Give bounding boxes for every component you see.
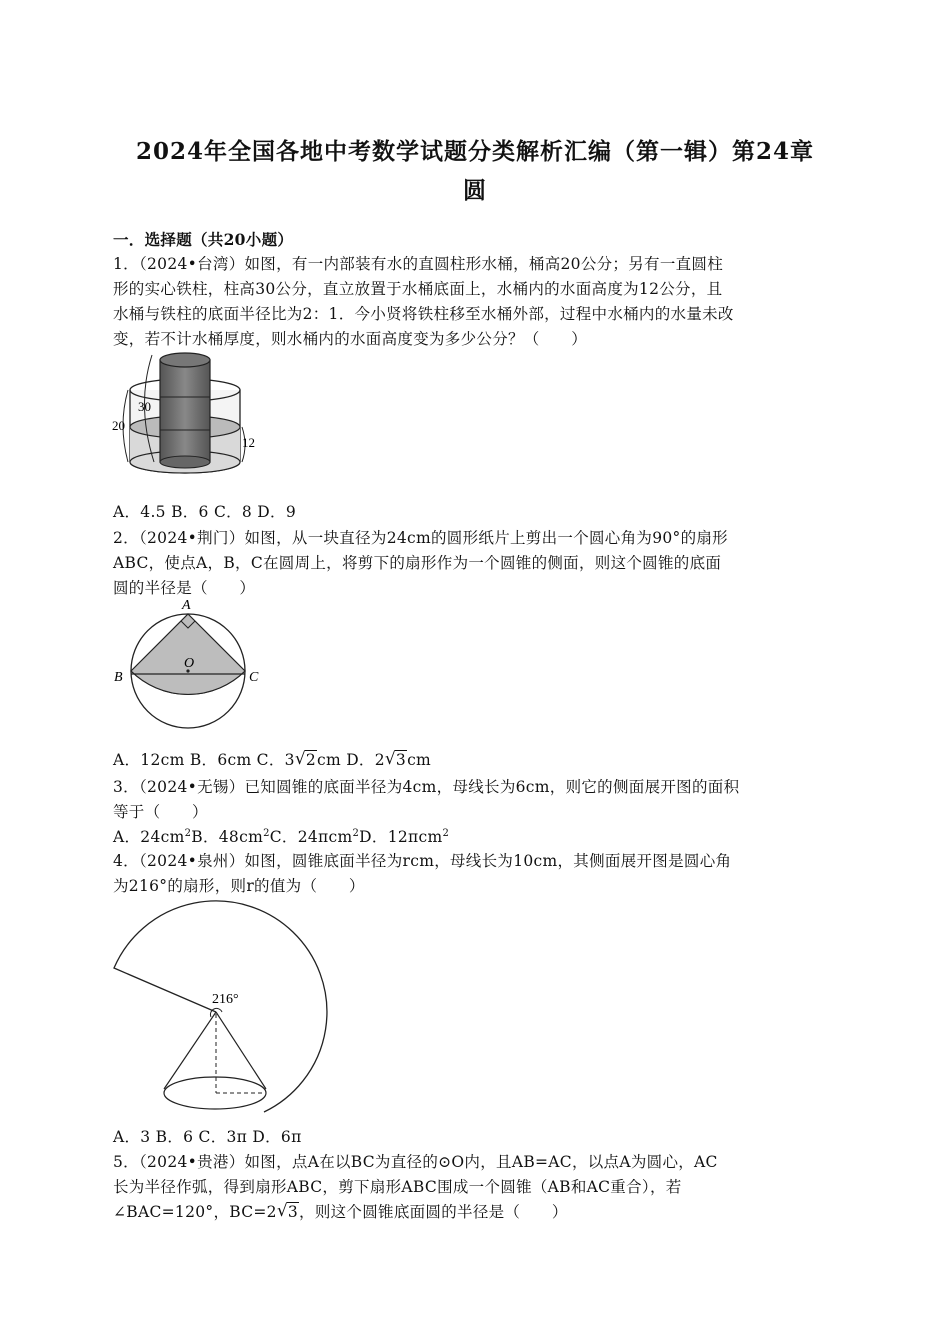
q4-text-line: 为216°的扇形，则r的值为（ ） bbox=[113, 877, 365, 895]
q1-text-line: 形的实心铁柱，柱高30公分，直立放置于水桶底面上，水桶内的水面高度为12公分，且 bbox=[113, 280, 723, 298]
sqrt-3 bbox=[385, 751, 407, 769]
superscript: 2 bbox=[263, 827, 270, 839]
q5-text-part: ，则这个圆锥底面圆的半径是（ ） bbox=[299, 1203, 568, 1221]
q4-text-line: 4．（2024•泉州）如图，圆锥底面半径为rcm，母线长为10cm，其侧面展开图是圆心角 bbox=[113, 852, 732, 870]
superscript: 2 bbox=[442, 827, 450, 839]
section-heading: 一．选择题（共20小题） bbox=[113, 230, 294, 249]
radicand: 2 bbox=[305, 751, 316, 769]
q5-text-line: 长为半径作弧，得到扇形ABC，剪下扇形ABC围成一个圆锥（AB和AC重合），若 bbox=[113, 1178, 682, 1196]
q1-label-30: 30 bbox=[138, 399, 151, 414]
radicand: 3 bbox=[287, 1203, 299, 1221]
q1-text-line: 水桶与铁柱的底面半径比为2：1．今小贤将铁柱移至水桶外部，过程中水桶内的水量未改 bbox=[113, 305, 734, 323]
q4-options: A．3 B．6 C．3π D．6π bbox=[113, 1128, 302, 1146]
q3-text-line: 3．（2024•无锡）已知圆锥的底面半径为4cm，母线长为6cm，则它的侧面展开图的面积 bbox=[113, 778, 740, 796]
sqrt-3 bbox=[277, 1203, 299, 1221]
q3-option-c: C．24πcm bbox=[269, 828, 353, 846]
document-title-line2: 圆 bbox=[463, 177, 487, 204]
q1-cylinder-figure bbox=[110, 345, 260, 485]
document-title: 2024年全国各地中考数学试题分类解析汇编（第一辑）第24章 bbox=[135, 138, 815, 165]
q2-text-line: ABC，使点A，B，C在圆周上，将剪下的扇形作为一个圆锥的侧面，则这个圆锥的底面 bbox=[113, 554, 722, 572]
q4-sector-cone-figure bbox=[108, 890, 328, 1115]
q1-options: A．4.5 B．6 C．8 D．9 bbox=[113, 503, 296, 521]
q3-option-b: B．48cm bbox=[191, 828, 264, 846]
q3-options bbox=[113, 825, 449, 847]
q2-label-c: C bbox=[249, 670, 259, 685]
q5-text-part: ∠BAC=120°，BC=2 bbox=[113, 1203, 277, 1221]
q2-circle-sector-figure bbox=[108, 595, 268, 740]
q1-text-line: 1．（2024•台湾）如图，有一内部装有水的直圆柱形水桶，桶高20公分；另有一直圆柱 bbox=[113, 255, 724, 273]
q2-label-a: A bbox=[182, 598, 191, 613]
q2-text-line: 圆的半径是（ ） bbox=[113, 579, 256, 597]
q2-option-text: A．12cm B．6cm C．3 bbox=[113, 751, 295, 769]
radicand: 3 bbox=[395, 751, 407, 769]
q5-text-line bbox=[113, 1200, 568, 1222]
sqrt-2 bbox=[295, 751, 317, 769]
superscript: 2 bbox=[352, 827, 360, 839]
q2-label-b: B bbox=[114, 670, 123, 685]
q2-option-text: cm D．2 bbox=[316, 751, 385, 769]
q4-angle-label: 216° bbox=[212, 992, 239, 1007]
q2-option-text: cm bbox=[407, 751, 432, 769]
q2-options bbox=[113, 748, 431, 770]
superscript: 2 bbox=[184, 827, 192, 839]
q1-label-20: 20 bbox=[112, 418, 125, 433]
q2-text-line: 2．（2024•荆门）如图，从一块直径为24cm的圆形纸片上剪出一个圆心角为90°的扇形 bbox=[113, 529, 728, 547]
q3-option-d: D．12πcm bbox=[359, 828, 443, 846]
q2-label-o: O bbox=[184, 656, 195, 671]
q1-text-line: 变，若不计水桶厚度，则水桶内的水面高度变为多少公分？（ ） bbox=[113, 330, 588, 348]
q1-label-12: 12 bbox=[242, 435, 255, 450]
q3-text-line: 等于（ ） bbox=[113, 803, 208, 821]
q3-option-a: A．24cm bbox=[113, 828, 185, 846]
q5-text-line: 5．（2024•贵港）如图，点A在以BC为直径的⊙O内，且AB=AC，以点A为圆心，AC bbox=[113, 1153, 718, 1171]
